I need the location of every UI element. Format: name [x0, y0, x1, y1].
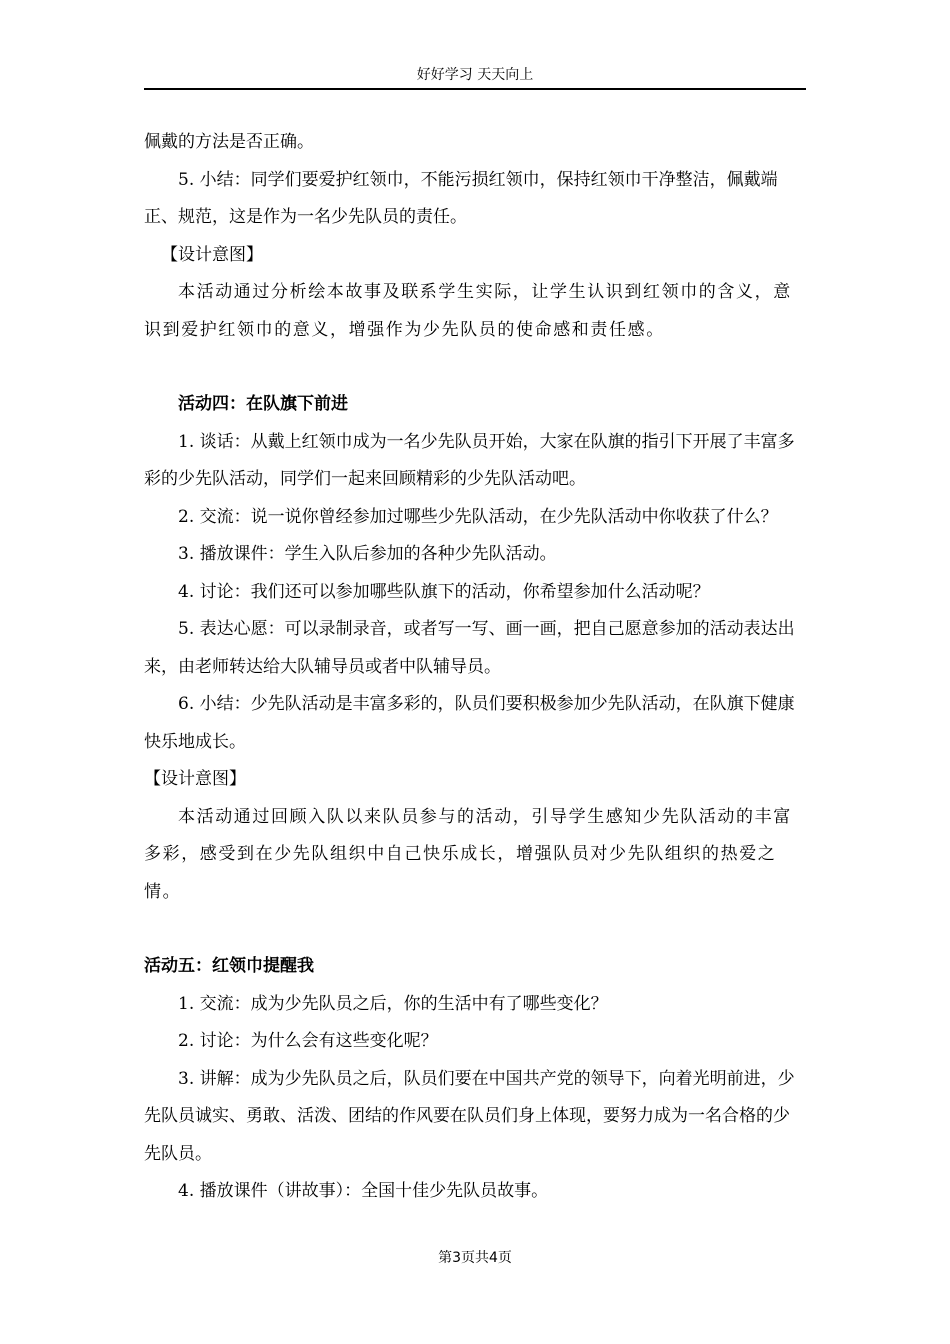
activity5-item-1: 1. 交流：成为少先队员之后，你的生活中有了哪些变化？ [178, 993, 608, 1014]
design-intent-text: 本活动通过分析绘本故事及联系学生实际，让学生认识到红领巾的含义，意识到爱护红领巾的意义，增强作为少先队员的使命感和责任感。 [144, 282, 792, 340]
design-intent-label: 【设计意图】 [161, 244, 263, 265]
activity4-title: 活动四：在队旗下前进 [178, 394, 348, 414]
header-text: 好好学习 天天向上 [416, 67, 534, 83]
summary-item-5: 5. 小结：同学们要爱护红领巾，不能污损红领巾，保持红领巾干净整洁，佩戴端正、规范，这是作为一名少先队员的责任。 [144, 169, 778, 227]
section-gap [144, 911, 806, 948]
footer-suffix: 页 [497, 1250, 512, 1266]
activity4-item-3: 3. 播放课件：学生入队后参加的各种少先队活动。 [178, 544, 557, 564]
activity5-title: 活动五：红领巾提醒我 [144, 956, 314, 976]
paragraph-continuation: 佩戴的方法是否正确。 [144, 132, 314, 152]
activity4-intent-text: 本活动通过回顾入队以来队员参与的活动，引导学生感知少先队活动的丰富多彩，感受到在少先队组织中自己快乐成长，增强队员对少先队组织的热爱之情。 [144, 806, 792, 902]
activity5-item-2: 2. 讨论：为什么会有这些变化呢？ [178, 1031, 438, 1051]
activity4-item-5: 5. 表达心愿：可以录制录音，或者写一写、画一画，把自己愿意参加的活动表达出来，由老师转达给大队辅导员或者中队辅导员。 [144, 619, 795, 677]
activity4-item-4: 4. 讨论：我们还可以参加哪些队旗下的活动，你希望参加什么活动呢？ [178, 581, 710, 602]
footer-middle: 页共 [461, 1250, 489, 1266]
activity5-item-3: 3. 讲解：成为少先队员之后，队员们要在中国共产党的领导下，向着光明前进，少先队员诚实、勇敢、活泼、团结的作风要在队员们身上体现，要努力成为一名合格的少先队员。 [144, 1068, 795, 1164]
document-body [144, 124, 806, 1211]
activity4-item-2: 2. 交流：说一说你曾经参加过哪些少先队活动，在少先队活动中你收获了什么？ [178, 506, 778, 527]
activity5-item-4: 4. 播放课件（讲故事）：全国十佳少先队员故事。 [178, 1181, 549, 1201]
footer-prefix: 第 [438, 1250, 453, 1266]
activity4-item-1: 1. 谈话：从戴上红领巾成为一名少先队员开始，大家在队旗的指引下开展了丰富多彩的少先队活动，同学们一起来回顾精彩的少先队活动吧。 [144, 431, 795, 489]
footer-total-pages: 4 [489, 1250, 498, 1266]
page-header [144, 62, 806, 90]
activity4-intent-label: 【设计意图】 [144, 769, 246, 789]
page-footer [0, 1248, 950, 1268]
activity4-item-6: 6. 小结：少先队活动是丰富多彩的，队员们要积极参加少先队活动，在队旗下健康快乐地成长。 [144, 694, 795, 752]
footer-page-number: 3 [452, 1250, 461, 1266]
section-gap [144, 349, 806, 386]
